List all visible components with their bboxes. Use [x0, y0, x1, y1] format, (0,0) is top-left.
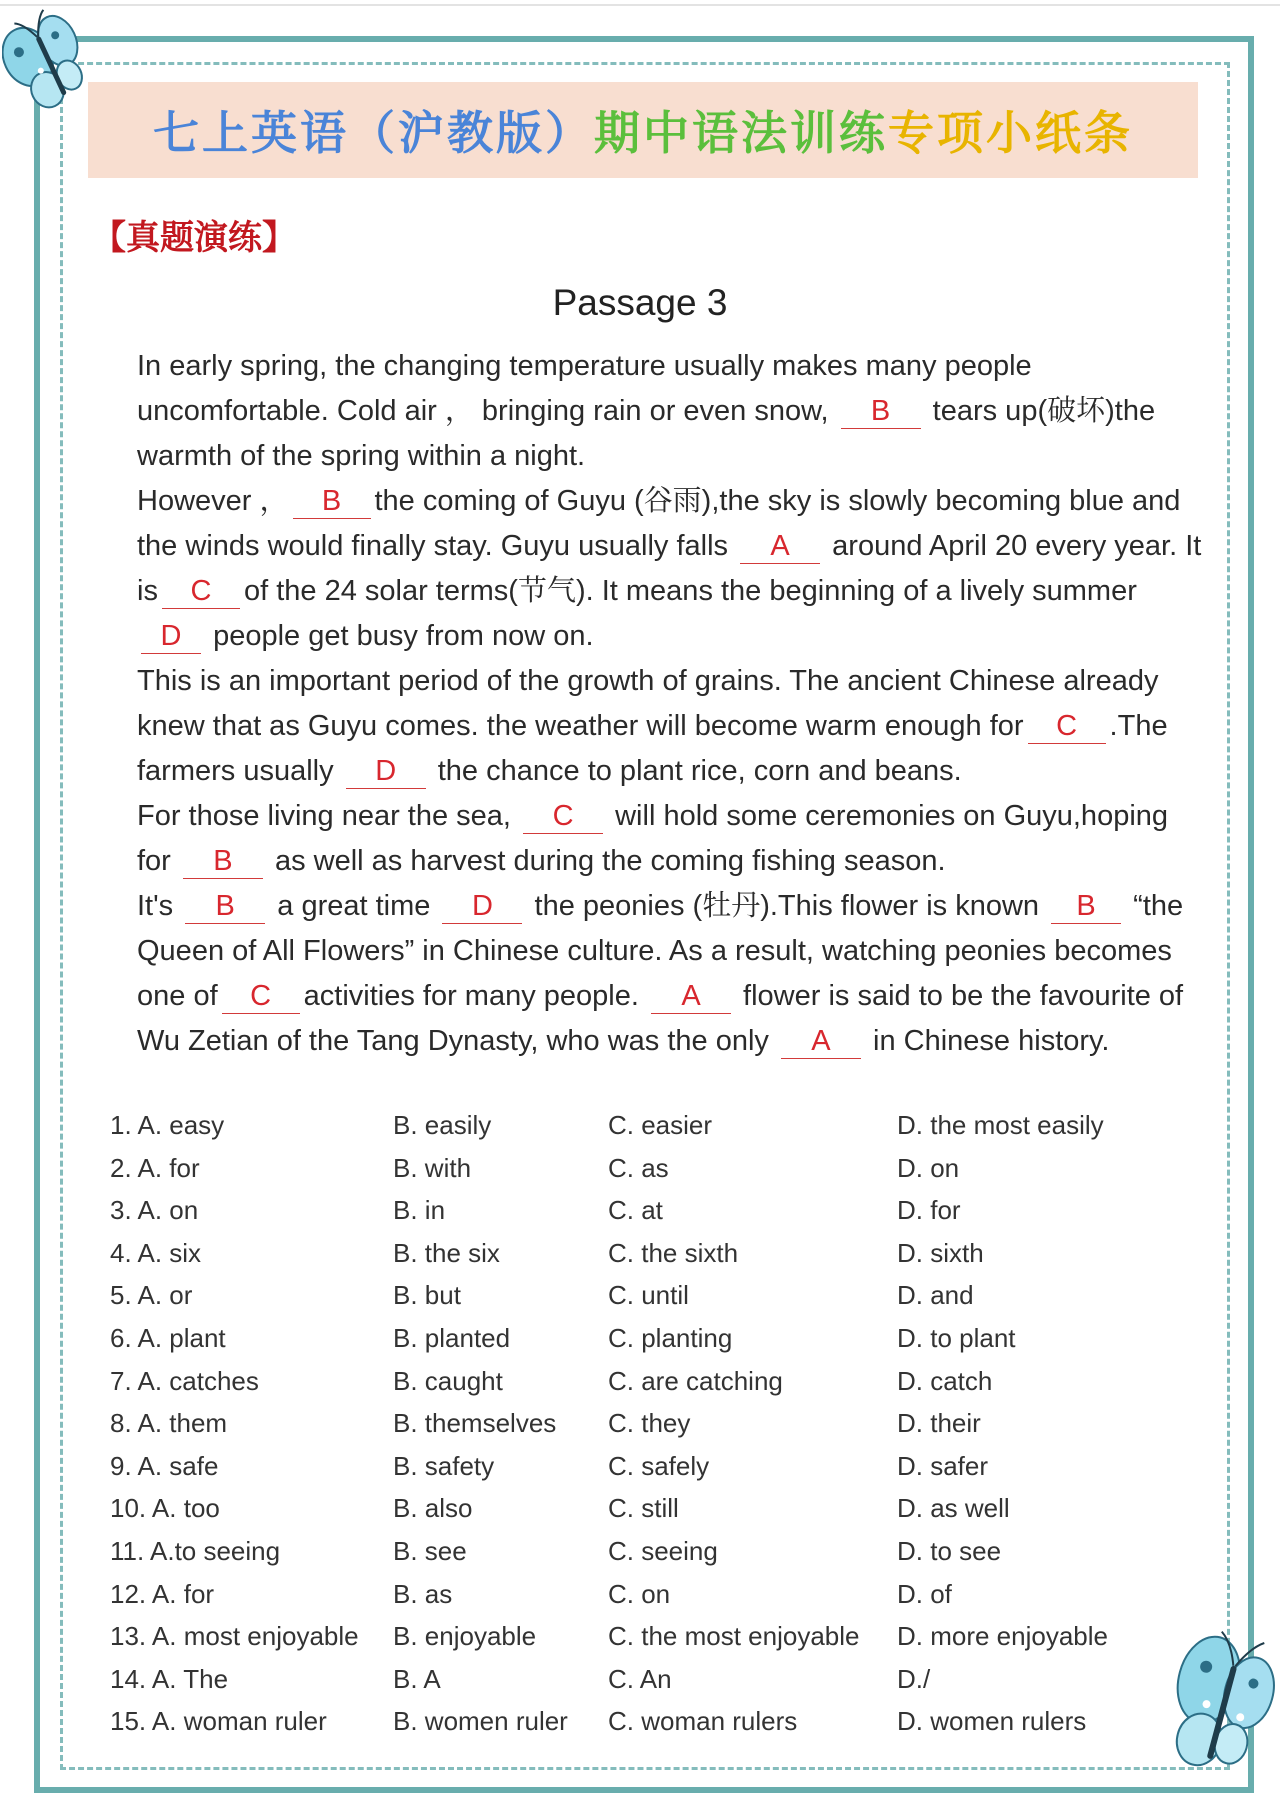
option-row: [110, 1195, 1190, 1238]
passage-text: It's: [137, 890, 174, 922]
passage-text: In early spring, the changing temperature usually makes many people uncomfortable. Cold air ， bringing rain or even snow,: [137, 350, 1032, 427]
option-row: [110, 1493, 1190, 1536]
option-c: C. easier: [608, 1110, 713, 1140]
option-a: 13. A. most enjoyable: [110, 1621, 359, 1652]
options-list: [110, 1110, 1190, 1749]
option-c: C. on: [608, 1578, 671, 1609]
option-b: B. the six: [393, 1237, 500, 1268]
option-row: [110, 1664, 1190, 1707]
option-b: B. planted: [393, 1322, 511, 1353]
passage-text: .The farmers usually: [137, 710, 1168, 787]
answer-blank-2: B: [293, 484, 371, 519]
option-b: B. easily: [393, 1110, 492, 1140]
passage-text: the chance to plant rice, corn and beans.: [437, 755, 962, 787]
option-a: 4. A. six: [110, 1237, 202, 1268]
option-d: D. safer: [897, 1450, 989, 1481]
butterfly-icon: [2, 8, 98, 116]
answer-blank-7: D: [346, 754, 426, 789]
answer-blank-4: C: [162, 574, 240, 609]
option-b: B. but: [393, 1280, 461, 1311]
option-d: D. the most easily: [897, 1110, 1104, 1140]
passage-text: the coming of Guyu (谷雨),the sky is slowly becoming blue and the winds would finally stay. Guyu usually falls: [137, 485, 1181, 562]
option-d: D./: [897, 1663, 931, 1694]
option-a: 15. A. woman ruler: [110, 1706, 327, 1737]
answer-blank-14: A: [651, 979, 731, 1014]
answer-blank-9: B: [183, 844, 263, 879]
option-row: [110, 1706, 1190, 1749]
option-a: 5. A. or: [110, 1280, 193, 1311]
option-c: C. planting: [608, 1322, 733, 1353]
option-b: B. women ruler: [393, 1706, 568, 1737]
option-b: B. with: [393, 1152, 472, 1183]
option-d: D. on: [897, 1152, 960, 1183]
passage-text: However ，: [137, 485, 289, 517]
passage-text: around April 20 every year. It is: [137, 530, 1202, 607]
title-part-2: 期中语法训练: [594, 106, 888, 160]
title-banner: [88, 82, 1198, 178]
passage-text: the peonies (牡丹).This flower is known: [534, 890, 1040, 922]
option-c: C. the most enjoyable: [608, 1621, 860, 1652]
answer-blank-8: C: [523, 799, 603, 834]
passage-text: flower is said to be the favourite of Wu Zetian of the Tang Dynasty, who was the only: [137, 980, 1184, 1057]
option-b: B. safety: [393, 1450, 495, 1481]
option-row: [110, 1621, 1190, 1664]
option-a: 8. A. them: [110, 1408, 228, 1439]
option-d: D. their: [897, 1408, 981, 1439]
option-d: D. women rulers: [897, 1706, 1087, 1737]
answer-blank-1: B: [841, 394, 921, 429]
option-row: [110, 1579, 1190, 1622]
option-b: B. see: [393, 1535, 467, 1566]
section-heading: 【真题演练】: [92, 218, 296, 258]
passage-text: a great time: [277, 890, 431, 922]
option-a: 11. A.to seeing: [110, 1535, 281, 1566]
passage-text: “the Queen of All Flowers” in Chinese culture. As a result, watching peonies becomes one of: [137, 890, 1184, 1012]
option-row: [110, 1408, 1190, 1451]
option-row: [110, 1366, 1190, 1409]
answer-blank-15: A: [781, 1024, 861, 1059]
butterfly-icon: [1162, 1628, 1280, 1788]
option-d: D. more enjoyable: [897, 1621, 1108, 1652]
answer-blank-3: A: [740, 529, 820, 564]
title-part-1: 七上英语（沪教版）: [153, 106, 594, 160]
passage-title: Passage 3: [552, 282, 728, 323]
passage-text: tears up(破坏)the warmth of the spring within a night.: [137, 395, 1156, 472]
passage-text: will hold some ceremonies on Guyu,hoping for: [137, 800, 1169, 877]
paragraph-1: [77, 344, 1202, 479]
option-b: B. themselves: [393, 1408, 557, 1439]
option-c: C. woman rulers: [608, 1706, 798, 1737]
option-b: B. enjoyable: [393, 1621, 537, 1652]
option-c: C. at: [608, 1195, 663, 1226]
answer-blank-11: D: [442, 889, 522, 924]
option-row: [110, 1451, 1190, 1494]
option-c: C. as: [608, 1152, 669, 1183]
option-d: D. to plant: [897, 1322, 1016, 1353]
passage-text: activities for many people.: [303, 980, 639, 1012]
option-d: D. of: [897, 1578, 952, 1609]
passage-text: of the 24 solar terms(节气). It means the beginning of a lively summer: [243, 575, 1137, 607]
option-d: D. as well: [897, 1493, 1010, 1524]
option-a: 14. A. The: [110, 1663, 229, 1694]
option-a: 3. A. on: [110, 1195, 199, 1226]
option-c: C. are catching: [608, 1365, 783, 1396]
passage-body: [77, 344, 1202, 1064]
answer-blank-5: D: [141, 619, 201, 654]
option-row: [110, 1238, 1190, 1281]
option-b: B. A: [393, 1663, 441, 1694]
option-d: D. for: [897, 1195, 961, 1226]
option-row: [110, 1280, 1190, 1323]
option-b: B. in: [393, 1195, 446, 1226]
answer-blank-13: C: [222, 979, 300, 1014]
option-row: [110, 1323, 1190, 1366]
option-d: D. to see: [897, 1535, 1002, 1566]
passage-text: people get busy from now on.: [213, 620, 594, 652]
option-a: 10. A. too: [110, 1493, 220, 1524]
option-a: 12. A. for: [110, 1578, 215, 1609]
option-a: 6. A. plant: [110, 1322, 226, 1353]
option-a: 9. A. safe: [110, 1450, 219, 1481]
option-c: C. they: [608, 1408, 691, 1439]
option-c: C. An: [608, 1663, 672, 1694]
option-a: 7. A. catches: [110, 1365, 259, 1396]
option-c: C. seeing: [608, 1535, 718, 1566]
option-b: B. as: [393, 1578, 453, 1609]
option-a: 2. A. for: [110, 1152, 200, 1183]
option-row: [110, 1110, 1190, 1153]
option-b: B. caught: [393, 1365, 503, 1396]
option-b: B. also: [393, 1493, 473, 1524]
answer-blank-12: B: [1051, 889, 1121, 924]
option-c: C. safely: [608, 1450, 710, 1481]
option-c: C. the sixth: [608, 1237, 739, 1268]
option-d: D. sixth: [897, 1237, 984, 1268]
paragraph-3: [77, 659, 1202, 794]
passage-text: This is an important period of the growth of grains. The ancient Chinese already knew that as Guyu comes. the weather will become warm enough for: [137, 665, 1159, 742]
option-row: [110, 1153, 1190, 1196]
title-part-3: 专项小纸条: [888, 106, 1133, 160]
passage-text: For those living near the sea,: [137, 800, 511, 832]
top-divider: [0, 4, 1280, 6]
paragraph-5: [77, 884, 1202, 1064]
option-d: D. and: [897, 1280, 974, 1311]
option-c: C. still: [608, 1493, 679, 1524]
answer-blank-10: B: [185, 889, 265, 924]
option-a: 1. A. easy: [110, 1110, 225, 1140]
option-c: C. until: [608, 1280, 689, 1311]
option-row: [110, 1536, 1190, 1579]
passage-text: as well as harvest during the coming fishing season.: [274, 845, 946, 877]
option-d: D. catch: [897, 1365, 993, 1396]
paragraph-2: [77, 479, 1202, 659]
answer-blank-6: C: [1028, 709, 1106, 744]
passage-text: in Chinese history.: [873, 1025, 1110, 1057]
paragraph-4: [77, 794, 1202, 884]
